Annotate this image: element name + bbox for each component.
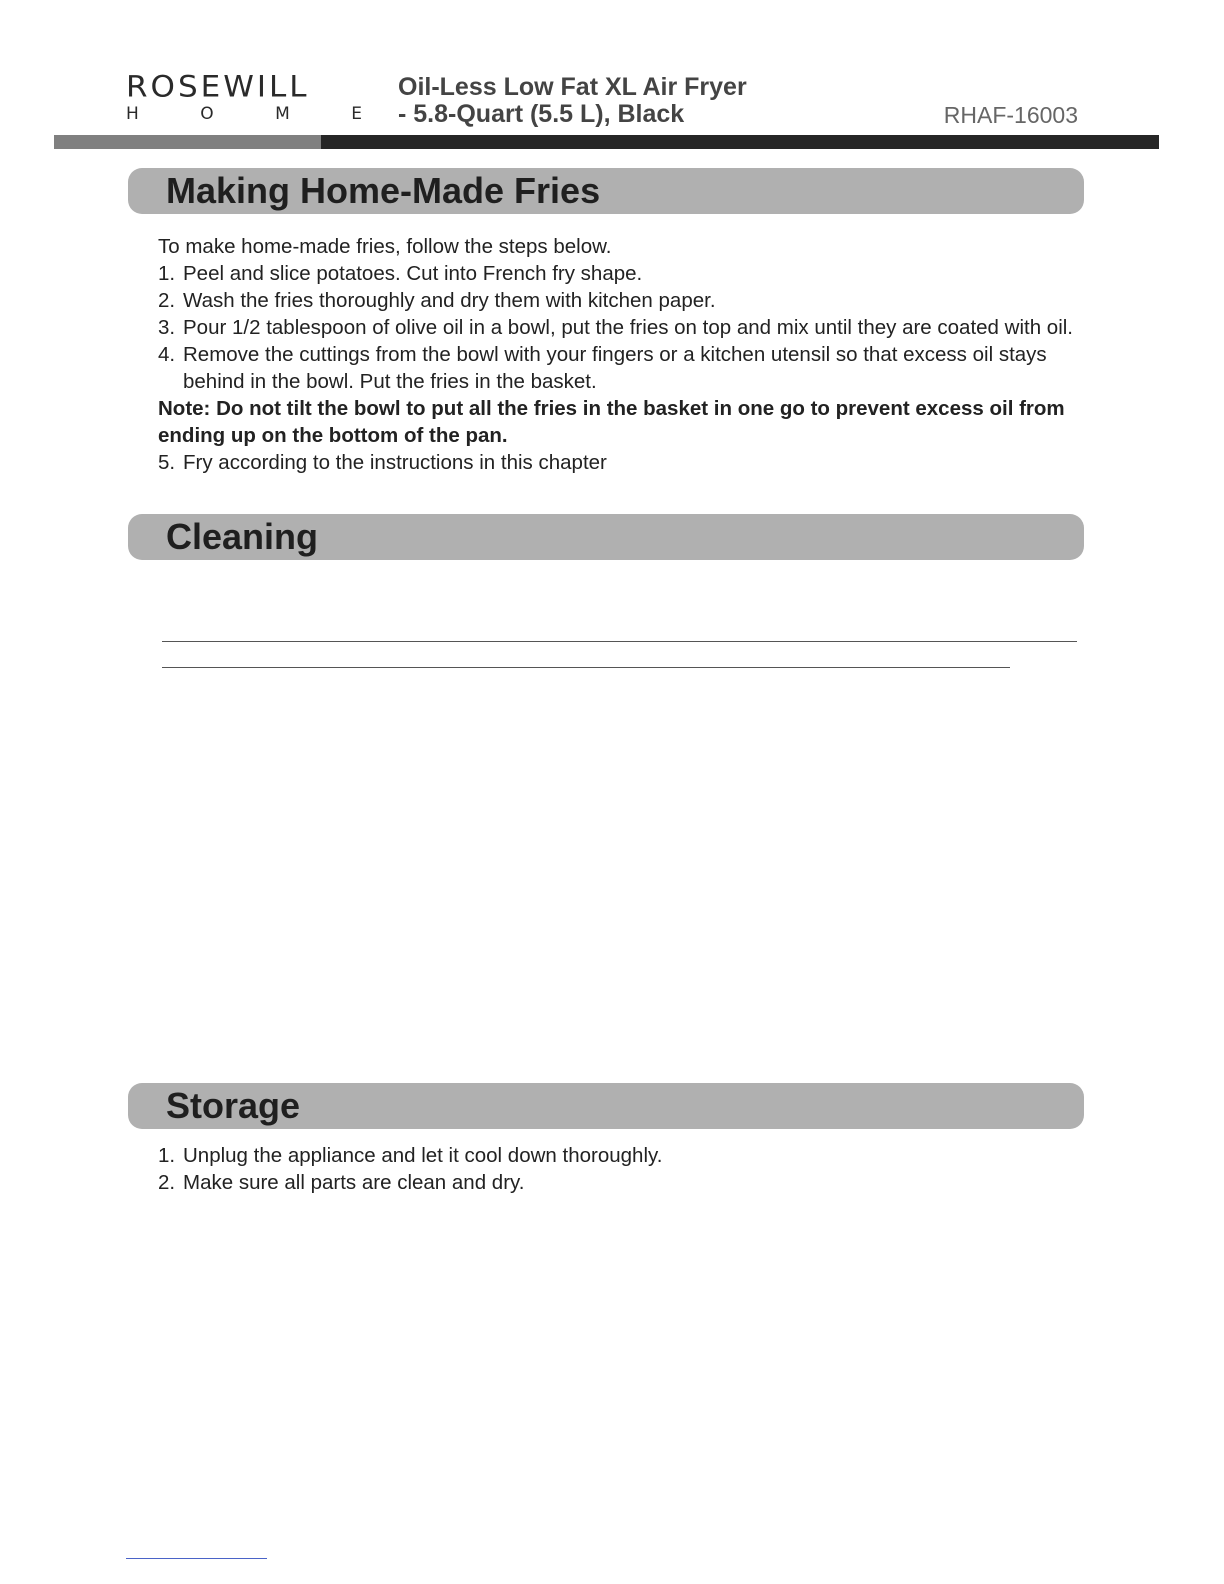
storage-instructions xyxy=(158,1142,1078,1196)
brand-subtitle xyxy=(126,104,362,124)
list-item-text: Unplug the appliance and let it cool down thoroughly. xyxy=(183,1144,663,1167)
header-rule-dark xyxy=(321,135,1159,149)
divider xyxy=(162,641,1077,642)
list-item-number: 1. xyxy=(158,262,176,285)
brand-sub-letter: O xyxy=(200,104,214,124)
list-item xyxy=(158,314,1078,341)
section-title-cleaning: Cleaning xyxy=(166,516,319,557)
list-item-number: 3. xyxy=(158,316,176,339)
fries-note: Note: Do not tilt the bowl to put all the fries in the basket in one go to prevent excess oil from ending up on the bottom of the pan. xyxy=(158,397,1065,447)
section-title-fries: Making Home-Made Fries xyxy=(166,170,601,211)
model-number: RHAF-16003 xyxy=(943,102,1078,128)
list-item-text: Make sure all parts are clean and dry. xyxy=(183,1171,525,1194)
list-item xyxy=(158,287,1078,314)
product-title-line1: Oil-Less Low Fat XL Air Fryer xyxy=(398,73,747,101)
list-item-number: 2. xyxy=(158,289,176,312)
list-item-text: Wash the fries thoroughly and dry them with kitchen paper. xyxy=(183,289,716,312)
section-header-cleaning xyxy=(128,514,1084,560)
footer-link-underline xyxy=(126,1558,267,1559)
divider xyxy=(162,667,1010,668)
list-item-text: Peel and slice potatoes. Cut into French fry shape. xyxy=(183,262,643,285)
fries-intro: To make home-made fries, follow the steps below. xyxy=(158,235,612,258)
header-rule xyxy=(54,135,1159,149)
section-header-storage xyxy=(128,1083,1084,1129)
brand-sub-letter: E xyxy=(351,104,362,124)
section-title-storage: Storage xyxy=(166,1085,301,1126)
list-item xyxy=(158,449,1078,476)
product-title-line2: - 5.8-Quart (5.5 L), Black xyxy=(398,100,685,128)
list-item-number: 1. xyxy=(158,1144,176,1167)
brand-name: ROSEWILL xyxy=(126,69,310,105)
list-item-text: Remove the cuttings from the bowl with your fingers or a kitchen utensil so that excess oil stays behind in the bowl. Put the fries in the basket. xyxy=(183,343,1047,393)
list-item-text: Pour 1/2 tablespoon of olive oil in a bowl, put the fries on top and mix until they are coated with oil. xyxy=(183,316,1073,339)
header-rule-light xyxy=(54,135,321,149)
brand-logo xyxy=(126,70,366,124)
list-item-text: Fry according to the instructions in this chapter xyxy=(183,451,607,474)
list-item-number: 4. xyxy=(158,343,176,366)
fries-instructions xyxy=(158,233,1078,476)
section-header-fries xyxy=(128,168,1084,214)
list-item-number: 2. xyxy=(158,1171,176,1194)
brand-sub-letter: H xyxy=(126,104,139,124)
brand-sub-letter: M xyxy=(275,104,290,124)
list-item xyxy=(158,1142,1078,1169)
list-item xyxy=(158,260,1078,287)
list-item xyxy=(158,341,1078,395)
list-item xyxy=(158,1169,1078,1196)
list-item-number: 5. xyxy=(158,451,176,474)
product-title xyxy=(398,74,747,128)
